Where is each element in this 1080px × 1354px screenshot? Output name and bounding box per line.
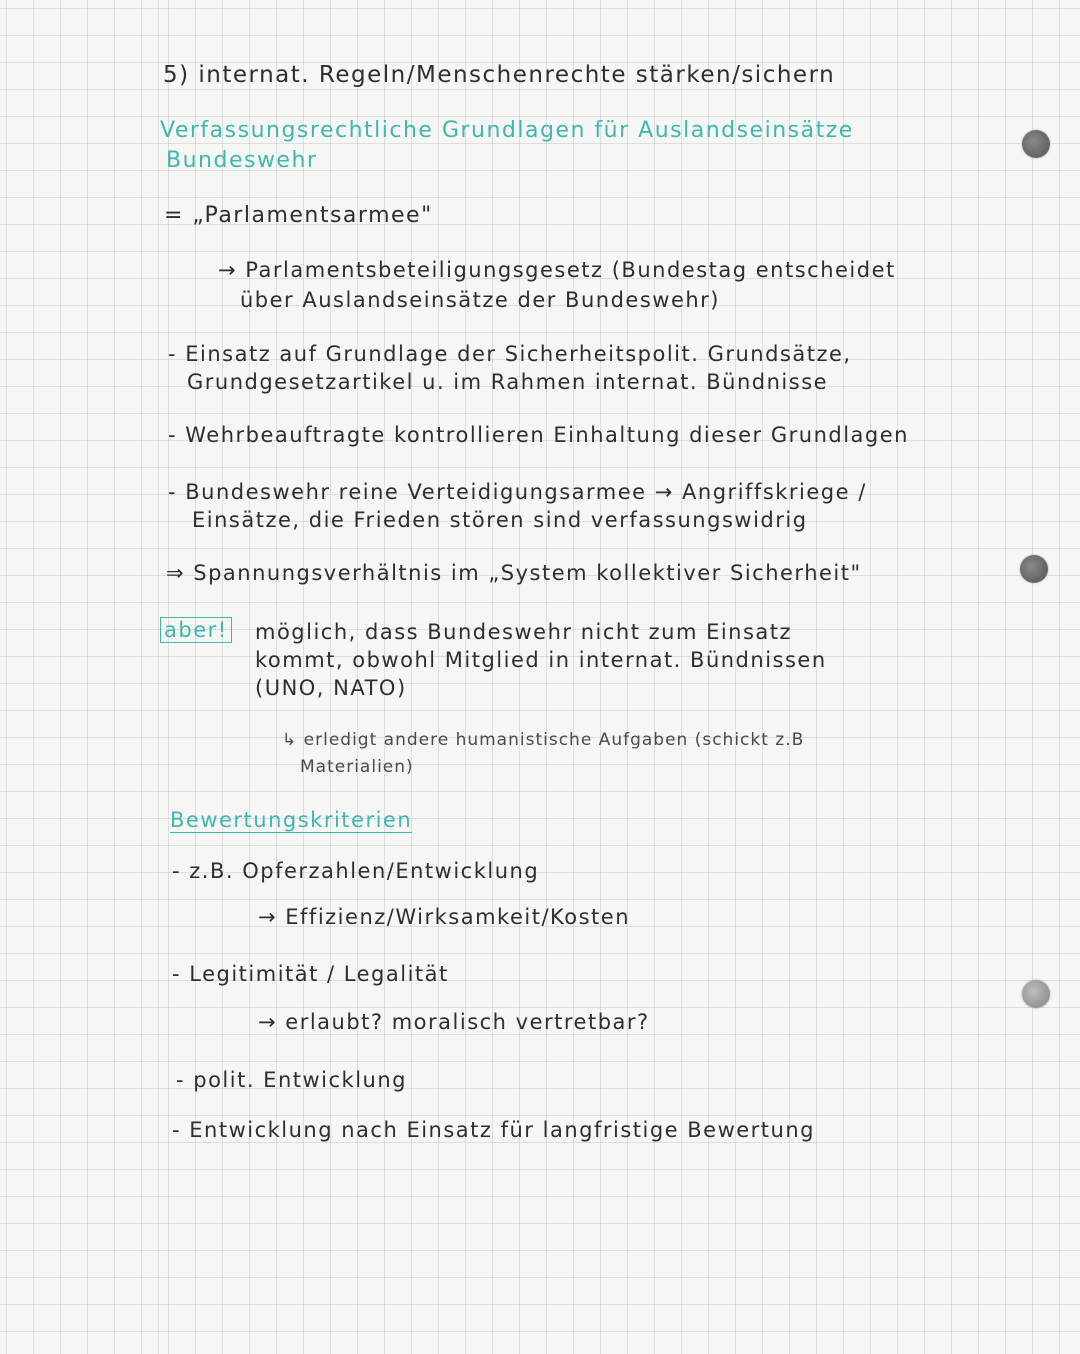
humanistisch-line1: ↳ erledigt andere humanistische Aufgaben (schickt z.B — [282, 730, 805, 750]
opfer: - z.B. Opferzahlen/Entwicklung — [172, 859, 540, 883]
bewertung-title — [170, 808, 412, 833]
humanistisch-line2: Materialien) — [300, 757, 414, 777]
section-title-line2: Bundeswehr — [166, 148, 318, 173]
entwicklung: - Entwicklung nach Einsatz für langfristige Bewertung — [172, 1118, 815, 1142]
aber-line1: möglich, dass Bundeswehr nicht zum Einsatz — [255, 620, 793, 644]
punch-hole-icon — [1022, 130, 1050, 158]
spannung: ⇒ Spannungsverhältnis im „System kollektiver Sicherheit" — [166, 561, 862, 585]
legitimitaet: - Legitimität / Legalität — [172, 962, 449, 986]
aber-label — [160, 618, 232, 643]
aber-line2: kommt, obwohl Mitglied in internat. Bündnissen — [255, 648, 827, 672]
effizienz: → Effizienz/Wirksamkeit/Kosten — [258, 905, 630, 929]
parlamentsarmee: = „Parlamentsarmee" — [164, 203, 433, 228]
polit: - polit. Entwicklung — [176, 1068, 407, 1092]
gesetz-line1: → Parlamentsbeteiligungsgesetz (Bundestag entscheidet — [218, 258, 896, 282]
einsatz-line1: - Einsatz auf Grundlage der Sicherheitspolit. Grundsätze, — [168, 342, 852, 366]
heading: 5) internat. Regeln/Menschenrechte stärken/sichern — [163, 62, 836, 88]
punch-hole-icon — [1020, 555, 1048, 583]
gesetz-line2: über Auslandseinsätze der Bundeswehr) — [240, 288, 721, 312]
verteidigung-line1: - Bundeswehr reine Verteidigungsarmee → Angriffskriege / — [168, 480, 867, 504]
punch-hole-icon — [1022, 980, 1050, 1008]
margin-line — [158, 0, 159, 1354]
verteidigung-line2: Einsätze, die Frieden stören sind verfassungswidrig — [192, 508, 808, 532]
erlaubt: → erlaubt? moralisch vertretbar? — [258, 1010, 650, 1034]
aber-box: aber! — [160, 617, 232, 643]
section-title-line1: Verfassungsrechtliche Grundlagen für Auslandseinsätze — [160, 118, 854, 143]
einsatz-line2: Grundgesetzartikel u. im Rahmen internat. Bündnisse — [187, 370, 829, 394]
bewertung-title-text: Bewertungskriterien — [170, 808, 413, 832]
aber-line3: (UNO, NATO) — [255, 676, 407, 700]
wehrbeauftragte: - Wehrbeauftragte kontrollieren Einhaltung dieser Grundlagen — [168, 423, 909, 447]
